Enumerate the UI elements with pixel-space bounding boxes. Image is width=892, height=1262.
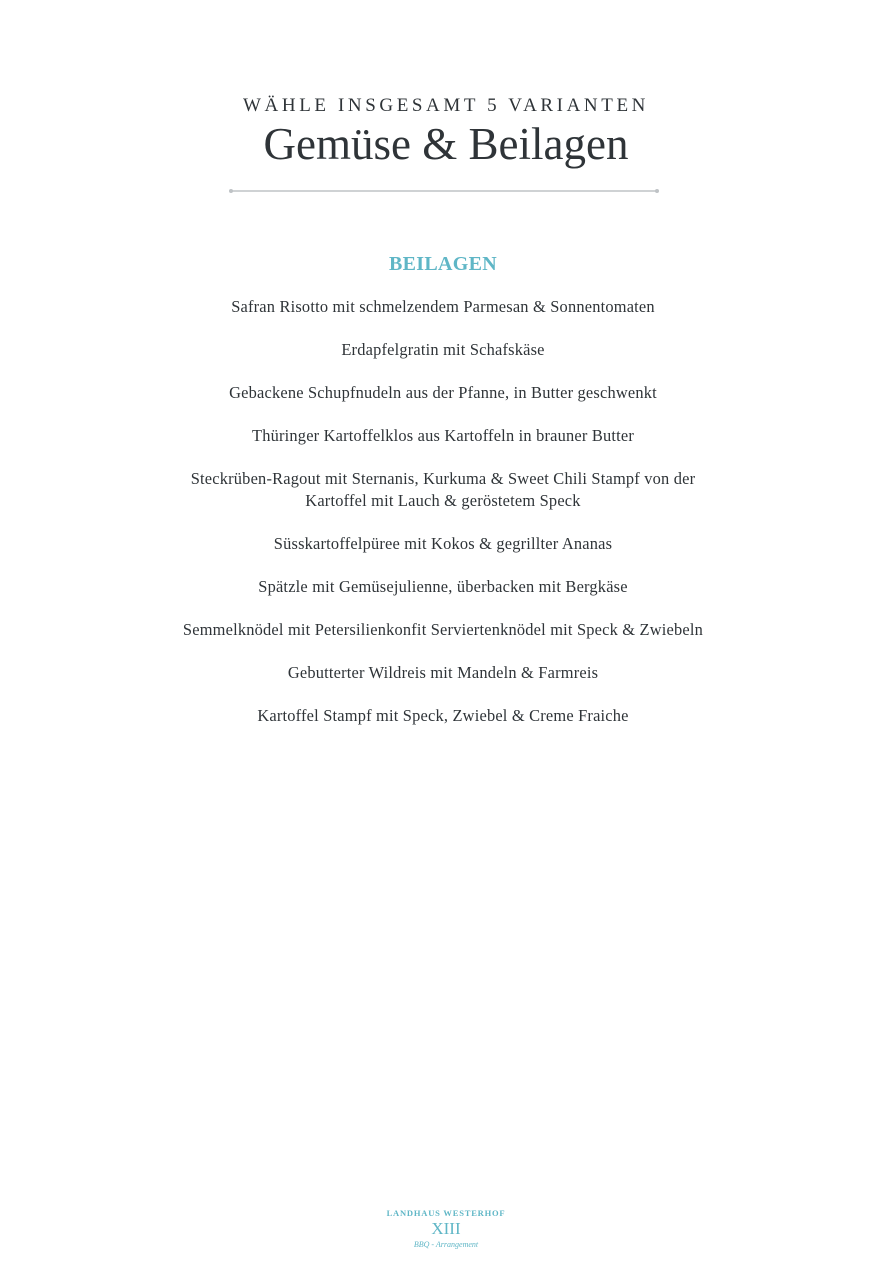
menu-item: Erdapfelgratin mit Schafskäse	[341, 340, 545, 359]
menu-item: Gebutterter Wildreis mit Mandeln & Farmreis	[287, 662, 599, 682]
beilagen-section	[180, 252, 706, 748]
menu-item: Gebackene Schupfnudeln aus der Pfanne, in Butter geschwenkt	[229, 383, 657, 402]
page-kicker: WÄHLE INSGESAMT 5 VARIANTEN	[243, 95, 649, 116]
page-footer	[0, 1207, 892, 1250]
footer-subtitle: BBQ - Arrangement	[413, 1240, 479, 1249]
section-heading: BEILAGEN	[389, 253, 497, 275]
page-title: Gemüse & Beilagen	[263, 119, 629, 169]
menu-item: Süsskartoffelpüree mit Kokos & gegrillter Ananas	[273, 533, 613, 553]
page-number: XIII	[431, 1219, 461, 1238]
menu-item-list	[180, 296, 706, 726]
footer-brand: LANDHAUS WESTERHOF	[386, 1208, 506, 1218]
menu-item: Thüringer Kartoffelklos aus Kartoffeln in brauner Butter	[252, 426, 634, 445]
menu-item: Steckrüben-Ragout mit Sternanis, Kurkuma & Sweet Chili Stampf von der Kartoffel mit Lauch & geröstetem Speck	[190, 469, 696, 510]
menu-item: Kartoffel Stampf mit Speck, Zwiebel & Creme Fraiche	[257, 705, 629, 725]
header-divider	[231, 190, 657, 192]
menu-item: Spätzle mit Gemüsejulienne, überbacken mit Bergkäse	[258, 576, 628, 596]
menu-item: Semmelknödel mit Petersilienkonfit Serviertenknödel mit Speck & Zwiebeln	[182, 619, 704, 639]
page-header	[0, 95, 892, 169]
menu-item: Safran Risotto mit schmelzendem Parmesan & Sonnentomaten	[231, 297, 655, 316]
